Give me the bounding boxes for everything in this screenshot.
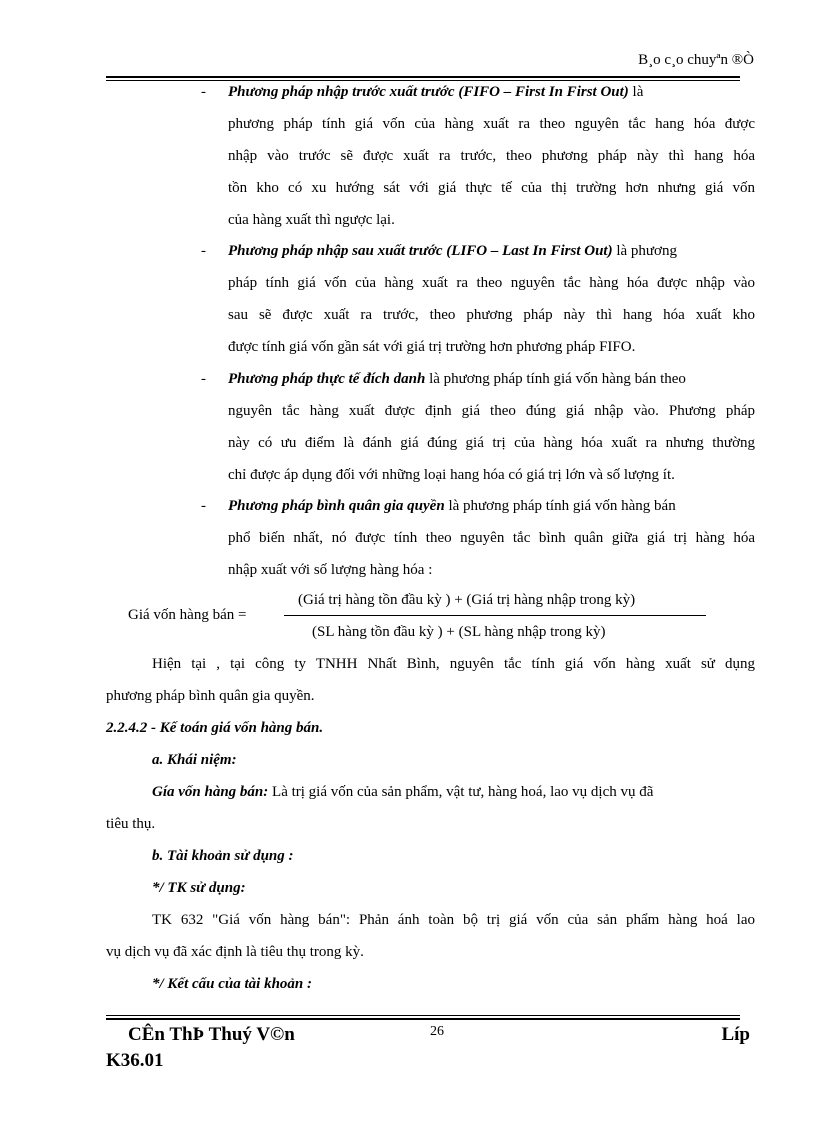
- header-rule-thin: [106, 80, 740, 81]
- bullet-2-line: sau sẽ được xuất ra trước, theo phương pháp này thì hang hóa xuất kho: [228, 307, 755, 323]
- subheading-b: b. Tài khoản sử dụng :: [152, 848, 294, 864]
- bullet-dash: -: [201, 243, 206, 259]
- bullet-3-title: Phương pháp thực tế đích danh: [228, 371, 426, 387]
- bullet-1-line: của hàng xuất thì ngược lại.: [228, 212, 395, 228]
- bullet-dash: -: [201, 498, 206, 514]
- bullet-3-line: này có ưu điểm là đánh giá đúng giá trị của hàng hóa xuất ra nhưng thường: [228, 435, 755, 451]
- paragraph-line: phương pháp bình quân gia quyền.: [106, 688, 315, 704]
- bullet-dash: -: [201, 371, 206, 387]
- bullet-dash: -: [201, 84, 206, 100]
- formula-denominator: (SL hàng tồn đầu kỳ ) + (SL hàng nhập trong kỳ): [312, 624, 606, 640]
- header-rule-thick: [106, 76, 740, 78]
- structure-heading: */ Kết cấu của tài khoản :: [152, 976, 313, 992]
- definition-term: Gía vốn hàng bán:: [152, 784, 269, 800]
- bullet-1-first-line: Phương pháp nhập trước xuất trước (FIFO – First In First Out) là: [228, 84, 644, 100]
- bullet-3-first-line: Phương pháp thực tế đích danh là phương pháp tính giá vốn hàng bán theo: [228, 371, 686, 387]
- bullet-4-line: phổ biến nhất, nó được tính theo nguyên tắc bình quân giữa giá trị hàng hóa: [228, 530, 755, 546]
- formula-label: Giá vốn hàng bán =: [128, 607, 247, 623]
- bullet-1-line: tồn kho có xu hướng sát với giá thực tế của thị trường hơn nhưng giá vốn: [228, 180, 755, 196]
- bullet-4-line: nhập xuất với số lượng hàng hóa :: [228, 562, 433, 578]
- formula-fraction-bar: [284, 615, 706, 616]
- bullet-2-title: Phương pháp nhập sau xuất trước (LIFO – Last In First Out): [228, 243, 613, 259]
- bullet-4-first-line: Phương pháp bình quân gia quyền là phương pháp tính giá vốn hàng bán: [228, 498, 676, 514]
- tk-heading: */ TK sử dụng:: [152, 880, 246, 896]
- formula-numerator: (Giá trị hàng tồn đầu kỳ ) + (Giá trị hàng nhập trong kỳ): [298, 592, 636, 608]
- paragraph-line: Hiện tại , tại công ty TNHH Nhất Bình, nguyên tắc tính giá vốn hàng xuất sử dụng: [152, 656, 755, 672]
- bullet-4-title: Phương pháp bình quân gia quyền: [228, 498, 445, 514]
- bullet-1-line: phương pháp tính giá vốn của hàng xuất ra theo nguyên tắc hang hóa được: [228, 116, 755, 132]
- footer-author: CÊn ThÞ Thuý V©n: [128, 1024, 295, 1045]
- bullet-2-first-line: Phương pháp nhập sau xuất trước (LIFO – Last In First Out) là phương: [228, 243, 677, 259]
- bullet-1-line: nhập vào trước sẽ được xuất ra trước, theo phương pháp này thì hang hóa: [228, 148, 755, 164]
- page-number: 26: [430, 1024, 444, 1039]
- footer-rule-thick: [106, 1018, 740, 1020]
- bullet-3-line: nguyên tắc hàng xuất được định giá theo đúng giá nhập vào. Phương pháp: [228, 403, 755, 419]
- section-heading: 2.2.4.2 - Kế toán giá vốn hàng bán.: [106, 720, 324, 736]
- page-header-title: B¸o c¸o chuyªn ®Ò: [638, 52, 754, 68]
- bullet-3-line: chỉ được áp dụng đối với những loại hang hóa có giá trị lớn và số lượng ít.: [228, 467, 675, 483]
- footer-class-label: Líp: [721, 1024, 750, 1045]
- footer-rule-thin: [106, 1015, 740, 1016]
- bullet-2-line: pháp tính giá vốn của hàng xuất ra theo nguyên tắc hàng hóa được nhập vào: [228, 275, 755, 291]
- footer-class-code: K36.01: [106, 1050, 164, 1071]
- bullet-2-line: được tính giá vốn gần sát với giá trị trường hơn phương pháp FIFO.: [228, 339, 636, 355]
- paragraph-line: TK 632 "Giá vốn hàng bán": Phản ánh toàn bộ trị giá vốn của sản phẩm hàng hoá lao: [152, 912, 755, 928]
- subheading-a: a. Khái niệm:: [152, 752, 237, 768]
- paragraph-line: vụ dịch vụ đã xác định là tiêu thụ trong kỳ.: [106, 944, 364, 960]
- bullet-1-title: Phương pháp nhập trước xuất trước (FIFO – First In First Out): [228, 84, 629, 100]
- definition-first-line: Gía vốn hàng bán: Là trị giá vốn của sản phẩm, vật tư, hàng hoá, lao vụ dịch vụ đã: [152, 784, 654, 800]
- paragraph-line: tiêu thụ.: [106, 816, 156, 832]
